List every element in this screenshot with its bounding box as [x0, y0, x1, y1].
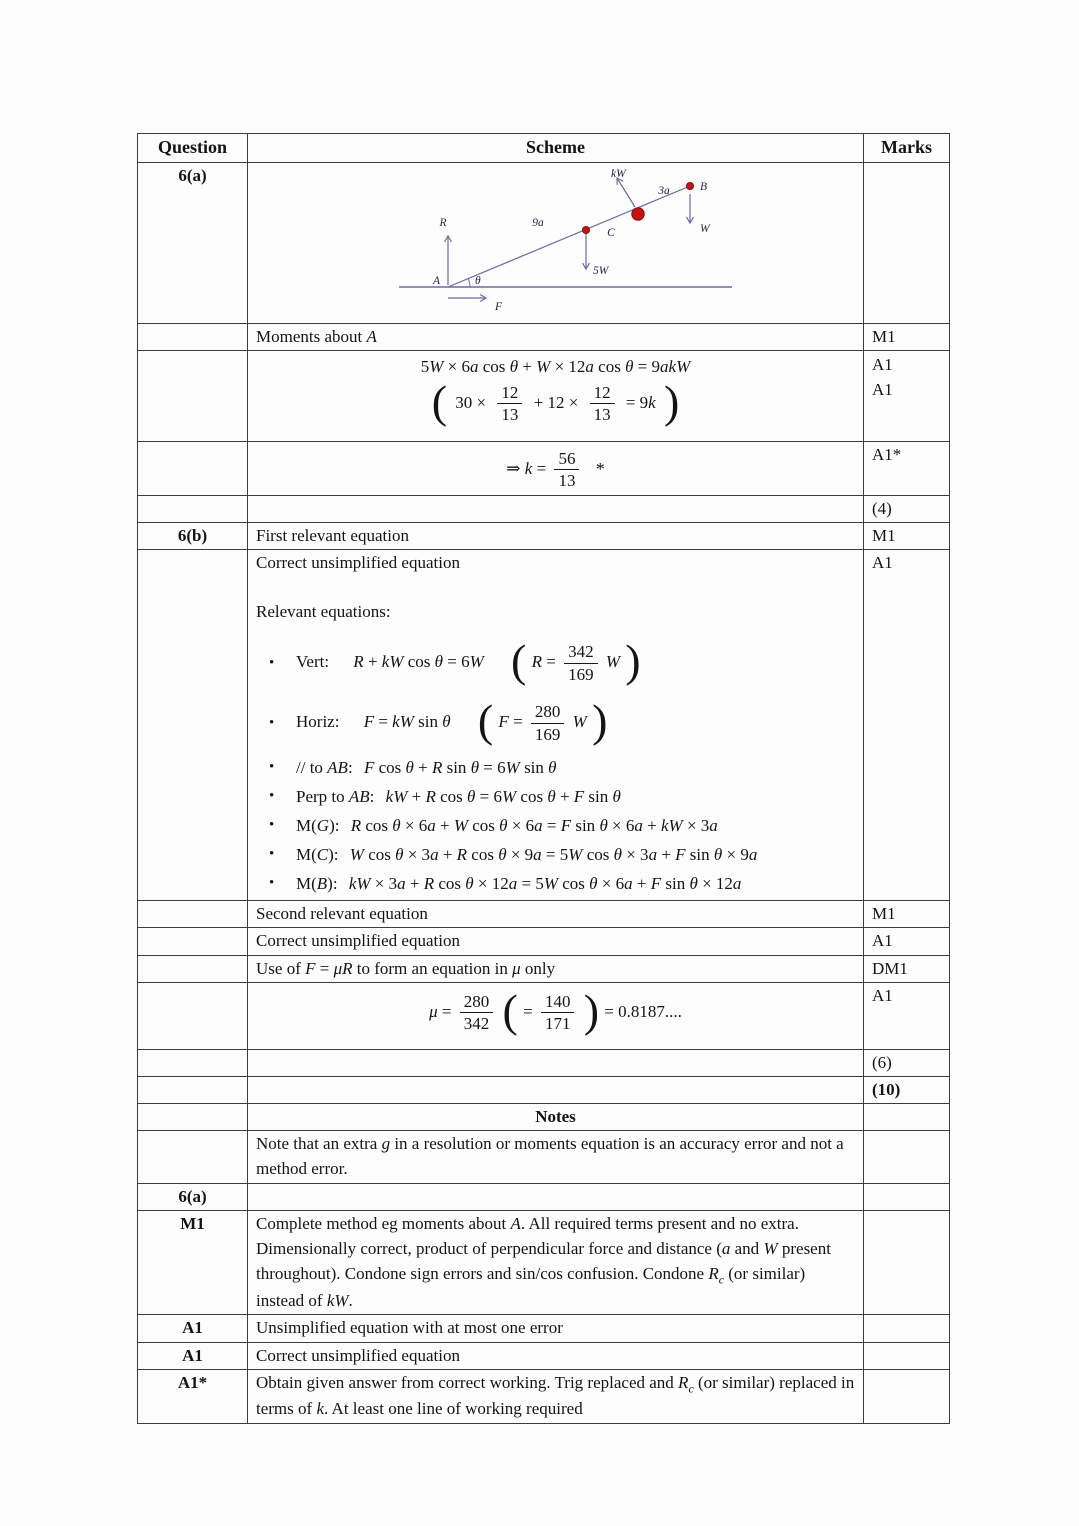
- force-diagram-cell: [248, 162, 864, 323]
- particle-C-dot: [632, 207, 644, 219]
- label-9a: 9a: [532, 216, 544, 229]
- second-relevant-equation-text: Second relevant equation: [248, 901, 864, 928]
- bullet-moments-B: • M(B): kW × 3a + R cos θ × 12a = 5W cos θ × 6a + F sin θ × 12a: [256, 870, 855, 897]
- question-label-6b: 6(b): [138, 522, 248, 549]
- note-label-m1: M1: [138, 1211, 248, 1315]
- row-notes-header: [138, 1103, 950, 1130]
- row-total-10: [138, 1076, 950, 1103]
- note-label-a1b: A1: [138, 1342, 248, 1369]
- note-a1-text: Unsimplified equation with at most one error: [248, 1315, 864, 1342]
- label-R: R: [439, 216, 447, 229]
- total-10: (10): [864, 1076, 950, 1103]
- question-label-6a: 6(a): [138, 162, 248, 323]
- bullet-horiz: • Horiz: F = kW sin θ ( F = $\frac{280}{169}$ W ): [256, 694, 855, 752]
- row-k-result: [138, 441, 950, 495]
- label-5W: 5W: [593, 264, 609, 277]
- bullet-icon: •: [269, 846, 275, 863]
- header-marks: Marks: [864, 134, 950, 163]
- note-label-a1star: A1*: [138, 1369, 248, 1424]
- label-theta: θ: [475, 274, 481, 287]
- moments-equation-numeric: ( 30 × $\frac{12}{13}$ + 12 × $\frac{12}{13}$ = 9k ): [431, 375, 680, 427]
- row-note-a1: [138, 1315, 950, 1342]
- bullet-icon: •: [269, 875, 275, 892]
- label-B: B: [700, 180, 708, 193]
- subtotal-4: (4): [864, 495, 950, 522]
- row-relevant-equations: [138, 550, 950, 901]
- bullet-icon: •: [269, 817, 275, 834]
- note-label-a1: A1: [138, 1315, 248, 1342]
- given-answer-asterisk: *: [595, 459, 605, 480]
- label-3a: 3a: [658, 184, 670, 197]
- row-use-friction: [138, 955, 950, 982]
- correct-unsimplified-text2: Correct unsimplified equation: [248, 928, 864, 955]
- note-a1star-text: Obtain given answer from correct working. Trig replaced and $R_c$ (or similar) replaced in terms of k. At least one line of working required: [248, 1369, 864, 1424]
- notes-title: Notes: [248, 1103, 864, 1130]
- moments-text: Moments about A: [248, 323, 864, 350]
- header-question: Question: [138, 134, 248, 163]
- fraction: $\frac{280}{169}$: [531, 702, 565, 744]
- label-kW: kW: [611, 167, 626, 180]
- marks-empty: [864, 162, 950, 323]
- row-note-m1: [138, 1211, 950, 1315]
- row-g-note: [138, 1131, 950, 1184]
- row-note-a1b: [138, 1342, 950, 1369]
- bullet-icon: •: [269, 759, 275, 776]
- k-result-cell: [248, 441, 864, 495]
- rod-AB: [448, 186, 690, 287]
- mark-m1: M1: [864, 323, 950, 350]
- label-F: F: [495, 300, 503, 313]
- mark-a1: A1: [864, 928, 950, 955]
- relevant-equations-heading: Relevant equations:: [256, 602, 391, 622]
- label-W: W: [700, 222, 710, 235]
- mark-a1star: A1*: [864, 441, 950, 495]
- bullet-icon: •: [269, 714, 275, 731]
- label-A: A: [432, 274, 440, 287]
- mark-m1: M1: [864, 522, 950, 549]
- row-subtotal-6: [138, 1049, 950, 1076]
- mu-equation: μ = $\frac{280}{342}$ ( = $\frac{140}{171}$ ) = 0.8187....: [429, 984, 682, 1036]
- bullet-moments-C: • M(C): W cos θ × 3a + R cos θ × 9a = 5W cos θ × 3a + F sin θ × 9a: [256, 841, 855, 868]
- bullet-parallel-AB: • // to AB: F cos θ + R sin θ = 6W sin θ: [256, 754, 855, 781]
- fraction: $\frac{12}{13}$: [497, 383, 522, 425]
- fraction: $\frac{140}{171}$: [541, 992, 575, 1034]
- moments-equation-cell: [248, 350, 864, 441]
- bullet-vert: • Vert: R + kW cos θ = 6W ( R = $\frac{342}{169}$ W ): [256, 634, 855, 692]
- row-subtotal-4: [138, 495, 950, 522]
- mark-dm1: DM1: [864, 955, 950, 982]
- relevant-equations-cell: [248, 550, 864, 901]
- fraction: $\frac{280}{342}$: [460, 992, 494, 1034]
- moments-equation: 5W × 6a cos θ + W × 12a cos θ = 9akW: [420, 356, 691, 376]
- header-scheme: Scheme: [248, 134, 864, 163]
- force-kW-arrow: [617, 178, 635, 207]
- row-6a-diagram: [138, 162, 950, 323]
- mark-m1: M1: [864, 901, 950, 928]
- fraction: $\frac{12}{13}$: [590, 383, 615, 425]
- point-5W-dot: [582, 226, 589, 233]
- mark-a1: A1: [864, 550, 950, 901]
- note-a1b-text: Correct unsimplified equation: [248, 1342, 864, 1369]
- row-moments-equation: [138, 350, 950, 441]
- label-C: C: [607, 226, 615, 239]
- header-row: [138, 134, 950, 163]
- row-correct-unsimplified: [138, 928, 950, 955]
- fraction: $\frac{56}{13}$: [554, 449, 579, 491]
- mark-scheme-table: [137, 133, 950, 1424]
- fraction: $\frac{342}{169}$: [564, 642, 598, 684]
- g-note-text: Note that an extra g in a resolution or moments equation is an accuracy error and not a method error.: [248, 1131, 864, 1184]
- mu-equation-cell: [248, 982, 864, 1049]
- row-mu-equation: [138, 982, 950, 1049]
- bullet-icon: •: [269, 654, 275, 671]
- first-relevant-equation-text: First relevant equation: [248, 522, 864, 549]
- marks-a1-a1: A1 A1: [864, 350, 950, 441]
- angle-arc: [468, 278, 470, 286]
- row-note-a1star: [138, 1369, 950, 1424]
- row-notes-6a: [138, 1184, 950, 1211]
- bullet-perp-AB: • Perp to AB: kW + R cos θ = 6W cos θ + F sin θ: [256, 783, 855, 810]
- row-moments: [138, 323, 950, 350]
- correct-unsimplified-text: Correct unsimplified equation: [256, 553, 460, 573]
- bullet-moments-G: • M(G): R cos θ × 6a + W cos θ × 6a = F sin θ × 6a + kW × 3a: [256, 812, 855, 839]
- point-B-dot: [686, 182, 693, 189]
- force-diagram: [256, 164, 864, 315]
- notes-question-label-6a: 6(a): [138, 1184, 248, 1211]
- row-6b-first: [138, 522, 950, 549]
- use-friction-text: Use of F = μR to form an equation in μ only: [248, 955, 864, 982]
- note-m1-text: Complete method eg moments about A. All required terms present and no extra. Dimensionally correct, product of perpendicular force and distance (a and W present throughout). Condone sign errors and sin/cos confusion. Condone $R_c$ (or similar) instead of kW.: [248, 1211, 864, 1315]
- bullet-icon: •: [269, 788, 275, 805]
- row-second-relevant: [138, 901, 950, 928]
- k-result-equation: ⇒ k = $\frac{56}{13}$ *: [506, 448, 605, 491]
- subtotal-6: (6): [864, 1049, 950, 1076]
- mark-a1: A1: [864, 982, 950, 1049]
